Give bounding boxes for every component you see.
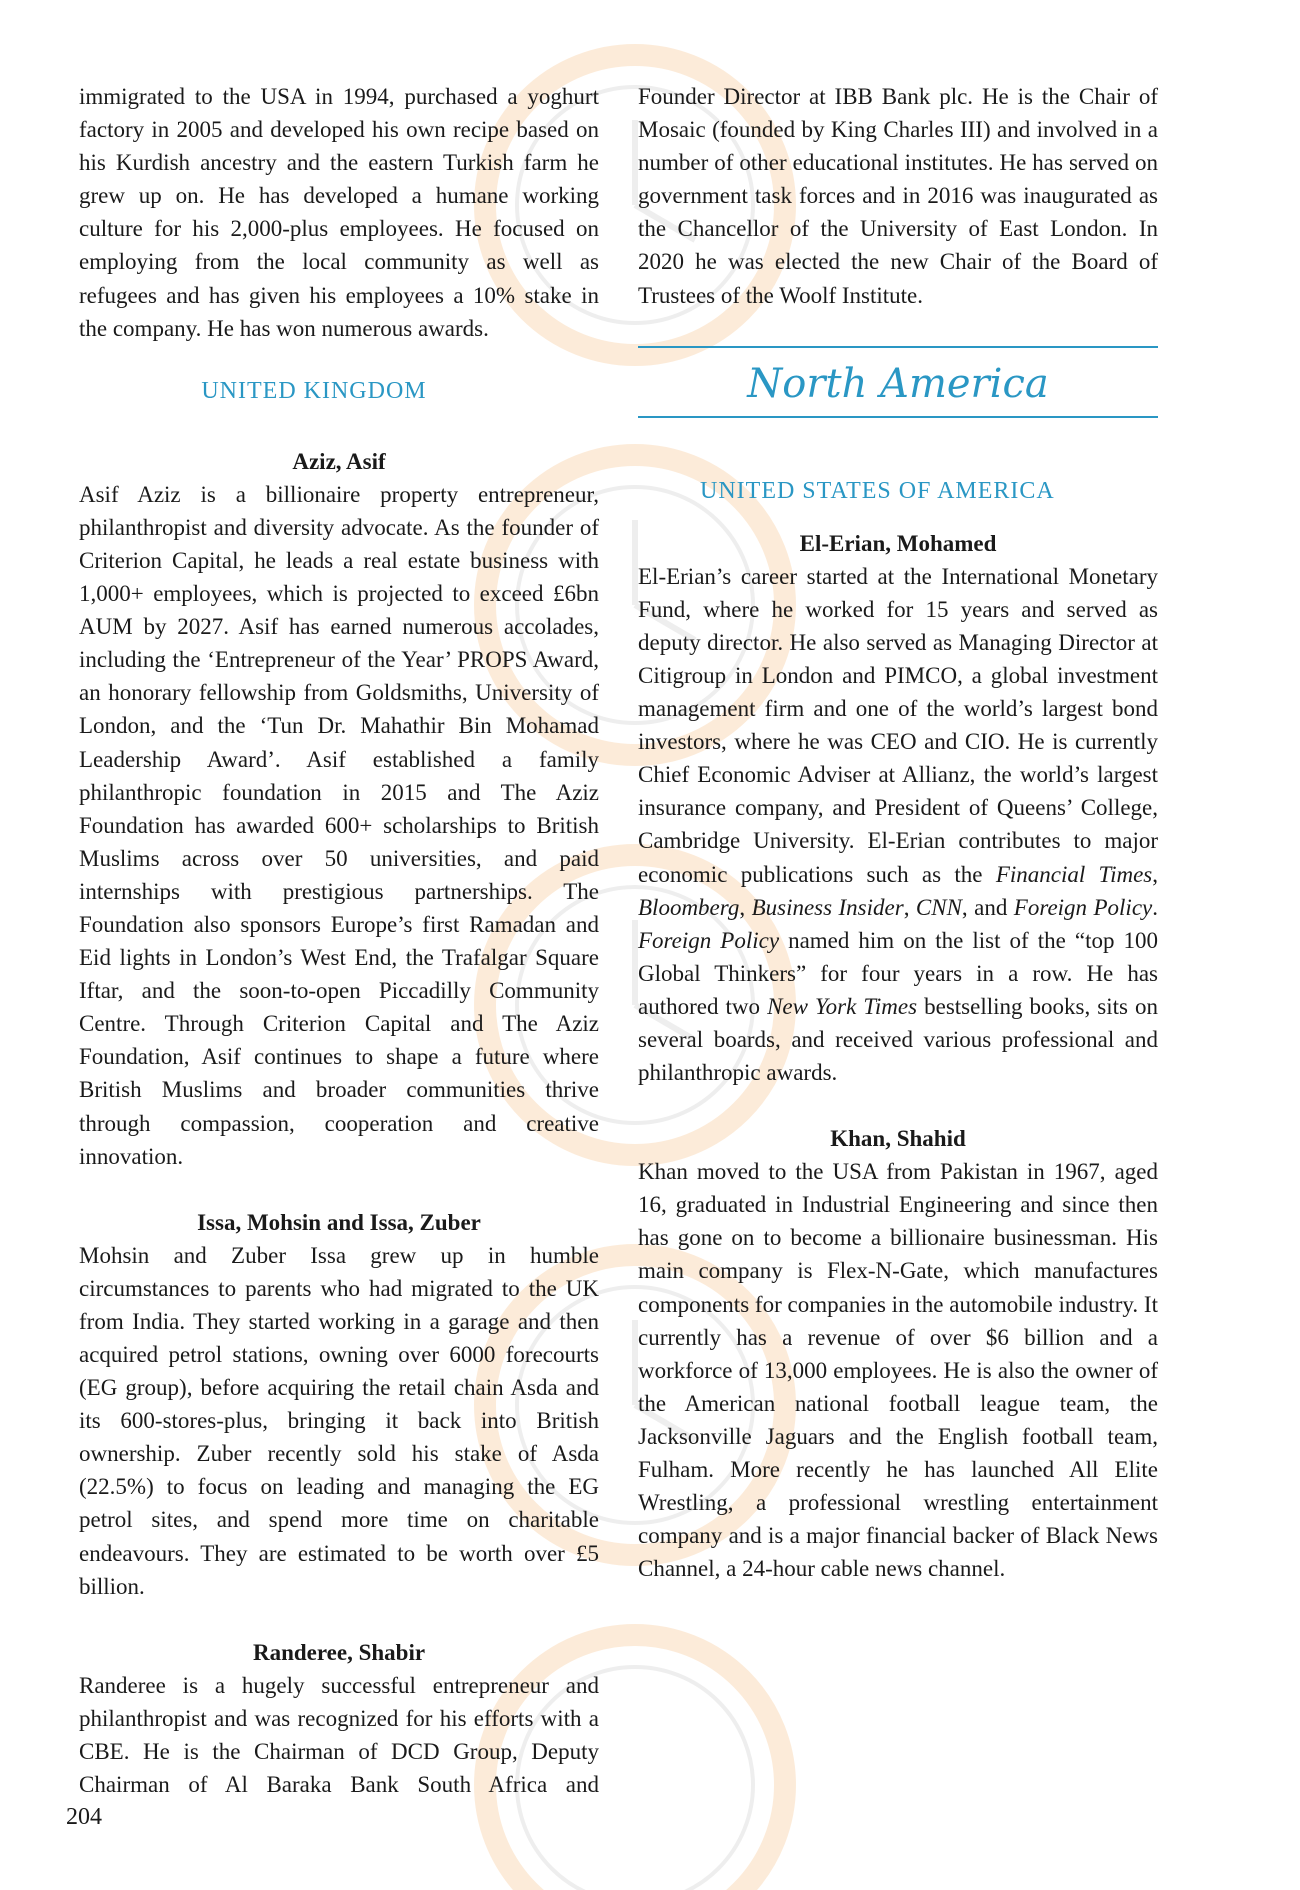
entry-name-randeree: Randeree, Shabir [252,1639,426,1665]
continued-paragraph: immigrated to the USA in 1994, purchased a yoghurt factory in 2005 and developed his own recipe based on his Kurdish ancestry and the eastern Turkish farm he grew up on. He has developed a humane working culture for his 2,000-plus employees. He focused on employing from the local community as well as refugees and has given his employees a 10% stake in the company. He has won numerous awards. [79,84,599,341]
region-rule-top [638,346,1158,348]
page-number: 204 [66,1804,102,1830]
entry-name-khan: Khan, Shahid [830,1126,966,1152]
entry-text-aziz: Asif Aziz is a billionaire property entrepreneur, philanthropist and diversity advocate. As the founder of Criterion Capital, he leads a real estate business with 1,000+ employees, which is projected to exceed £6bn AUM by 2027. Asif has earned numerous accolades, including the ‘Entrepreneur of the Year’ PROPS Award, an honorary fellowship from Goldsmiths, University of London, and the ‘Tun Dr. Mahathir Bin Mohamad Leadership Award’. Asif established a family philanthropic foundation in 2015 and The Aziz Foundation has awarded 600+ scholarships to British Muslims across over 50 universities, and paid internships with prestigious partnerships. The Foundation also sponsors Europe’s first Ramadan and Eid lights in London’s West End, the Trafalgar Square Iftar, and the soon-to-open Piccadilly Community Centre. Through Criterion Capital and The Aziz Foundation, Asif continues to shape a future where British Muslims and broader communities thrive through compassion, cooperation and creative innovation. [79,481,599,1169]
entry-text-elerian: El-Erian’s career started at the International Monetary Fund, where he worked for 15 years and served as deputy director. He also served as Managing Director at Citigroup in London and PIMCO, a global investment management firm and one of the world’s largest bond investors, where he was CEO and CIO. He is currently Chief Economic Adviser at Allianz, the world’s largest insurance company, and President of Queens’ College, Cambridge University. El-Erian contributes to major economic publications such as the Financial Times, Bloomberg, Business Insider, CNN, and Foreign Policy. Foreign Policy named him on the list of the “top 100 Global Thinkers” for four years in a row. He has authored two New York Times bestselling books, sits on several boards, and received various professional and philanthropic awards. [638,563,1158,1086]
entry-name-issa: Issa, Mohsin and Issa, Zuber [197,1209,481,1235]
section-heading-united-kingdom: UNITED KINGDOM [201,377,427,404]
section-heading-usa: UNITED STATES OF AMERICA [700,477,1055,504]
entry-text-randeree: Randeree is a hugely successful entrepreneur and philanthropist and was recognized for his efforts with a CBE. He is the Chairman of DCD Group, Deputy Chairman of Al Baraka Bank South Africa and [79,1672,599,1798]
continued-paragraph: Founder Director at IBB Bank plc. He is the Chair of Mosaic (founded by King Charles III) and involved in a number of other educational institutes. He has served on government task forces and in 2016 was inaugurated as the Chancellor of the University of East London. In 2020 he was elected the new Chair of the Board of Trustees of the Woolf Institute. [638,84,1158,308]
region-heading: North America [747,360,1049,407]
entry-text-khan: Khan moved to the USA from Pakistan in 1967, aged 16, graduated in Industrial Engineering and since then has gone on to become a billionaire businessman. His main company is Flex-N-Gate, which manufactures components for companies in the automobile industry. It currently has a revenue of over $6 billion and a workforce of 13,000 employees. He is also the owner of the American national football league team, the Jacksonville Jaguars and the English football team, Fulham. More recently he has launched All Elite Wrestling, a professional wrestling entertainment company and is a major financial backer of Black News Channel, a 24-hour cable news channel. [638,1159,1158,1582]
entry-name-elerian: El-Erian, Mohamed [799,530,997,556]
entry-text-issa: Mohsin and Zuber Issa grew up in humble circumstances to parents who had migrated to the UK from India. They started working in a garage and then acquired petrol stations, owning over 6000 forecourts (EG group), before acquiring the retail chain Asda and its 600-stores-plus, bringing it back into British ownership. Zuber recently sold his stake of Asda (22.5%) to focus on leading and managing the EG petrol sites, and spend more time on charitable endeavours. They are estimated to be worth over £5 billion. [79,1242,599,1599]
right-column [638,80,1158,1585]
left-column [79,80,599,1801]
entry-name-aziz: Aziz, Asif [292,448,386,474]
